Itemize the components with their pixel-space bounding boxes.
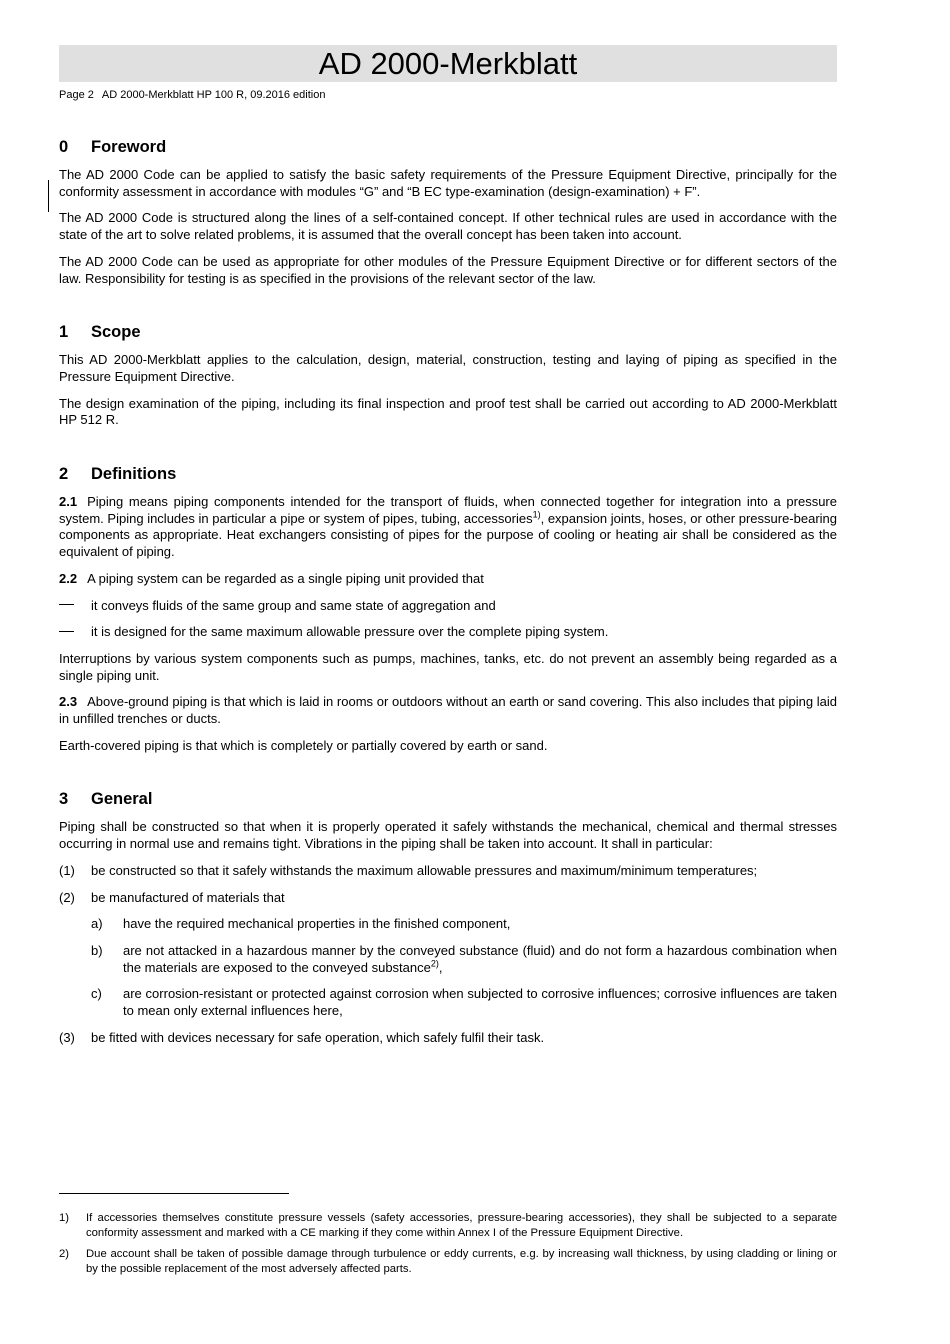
footnotes: [59, 1211, 837, 1283]
section-number: 1: [59, 323, 69, 342]
list-item-text: it conveys fluids of the same group and same state of aggregation and: [91, 597, 496, 613]
list-marker: (2): [59, 889, 75, 905]
footnote-text: Due account shall be taken of possible damage through turbulence or eddy currents, e.g. by increasing wall thickness, by using cladding or lining or by the possible replacement of the most adversely affected parts.: [86, 1248, 837, 1275]
dash-marker: [59, 624, 91, 641]
page-number: Page 2: [59, 89, 94, 101]
list-item-text: be constructed so that it safely withstands the maximum allowable pressures and maximum/minimum temperatures;: [91, 862, 758, 878]
footnote-marker: 2): [59, 1248, 70, 1260]
page-info: [59, 89, 837, 101]
definition-2-2: [59, 571, 837, 588]
list-item-text-part: ,: [438, 959, 443, 975]
footnote-2: [59, 1247, 837, 1277]
foreword-paragraph-1: The AD 2000 Code can be applied to satisfy the basic safety requirements of the Pressure Equipment Directive, principally for the conformity assessment in accordance with modules “G” and “B EC type-examination (design-examination) + F”.: [59, 167, 837, 199]
definition-text: , expansion joints, hoses, or other pressure-bearing components as appropriate. Heat exchangers consisting of pipes for the purpose of cooling or heating air shall be considered as the equivalent of piping.: [59, 510, 837, 560]
footnote-1: [59, 1211, 837, 1241]
sub-list-item: [91, 986, 837, 1019]
definition-2-3: [59, 694, 837, 727]
list-marker: (1): [59, 862, 75, 878]
list-item: [59, 598, 837, 615]
list-item: [59, 863, 837, 880]
document-page: [59, 45, 837, 1057]
section-heading-scope: [59, 323, 837, 342]
subsection-number: 2.2: [59, 570, 78, 586]
scope-paragraph-2: The design examination of the piping, including its final inspection and proof test shall be carried out according to AD 2000-Merkblatt HP 512 R.: [59, 395, 837, 428]
list-item-text: it is designed for the same maximum allowable pressure over the complete piping system.: [91, 624, 609, 640]
list-marker: (3): [59, 1029, 75, 1045]
dash-marker: [59, 598, 91, 615]
document-title: AD 2000-Merkblatt: [59, 45, 837, 82]
foreword-paragraph-3: The AD 2000 Code can be used as appropriate for other modules of the Pressure Equipment Directive or for different sectors of the law. Responsibility for testing is as specified in the provisions of the relevant sector of the law.: [59, 253, 837, 286]
list-marker: c): [91, 986, 102, 1002]
definition-2-1: [59, 494, 837, 561]
list-item-text: be manufactured of materials that: [91, 889, 285, 905]
section-heading-definitions: [59, 465, 837, 484]
list-item: [59, 624, 837, 641]
footnote-ref-2: 2): [430, 958, 439, 969]
section-title: General: [91, 790, 153, 809]
list-item-text: are corrosion-resistant or protected against corrosion when subjected to corrosive influences; corrosive influences are taken to mean only external influences here,: [123, 986, 837, 1019]
section-title: Foreword: [91, 138, 167, 156]
section-heading-foreword: [59, 138, 837, 157]
footnote-text: If accessories themselves constitute pressure vessels (safety accessories, pressure-bearing accessories), they shall be subjected to a separate conformity assessment and marked with a CE marking if they come within Annex I of the Pressure Equipment Directive.: [86, 1212, 837, 1239]
footnote-separator: [59, 1193, 289, 1194]
subsection-number: 2.3: [59, 694, 78, 710]
document-reference: AD 2000-Merkblatt HP 100 R, 09.2016 edition: [101, 89, 326, 101]
list-item-text: be fitted with devices necessary for safe operation, which safely fulfil their task.: [91, 1029, 545, 1045]
subsection-number: 2.1: [59, 494, 78, 510]
list-item-text: have the required mechanical properties in the finished component,: [123, 916, 511, 932]
list-item-text: [123, 943, 837, 976]
definition-text: Above-ground piping is that which is laid in rooms or outdoors without an earth or sand covering. This also includes that piping laid in unfilled trenches or ducts.: [59, 694, 837, 727]
section-number: 3: [59, 790, 69, 809]
definition-2-2-note: Interruptions by various system components such as pumps, machines, tanks, etc. do not prevent an assembly being regarded as a single piping unit.: [59, 650, 837, 683]
footnote-ref-1: 1): [532, 509, 541, 520]
list-marker: a): [91, 916, 103, 932]
definition-text: Piping means piping components intended for the transport of fluids, when connected together for integration into a pressure system. Piping includes in particular a pipe or system of pipes, tubing, accessories: [59, 494, 837, 526]
general-paragraph: Piping shall be constructed so that when it is properly operated it safely withstands the mechanical, chemical and thermal stresses occurring in normal use and remains tight. Vibrations in the piping shall be taken into account. It shall in particular:: [59, 819, 837, 852]
revision-change-bar: [48, 180, 49, 212]
section-number: 0: [59, 138, 69, 156]
list-marker: b): [91, 942, 103, 958]
definition-text: A piping system can be regarded as a single piping unit provided that: [87, 570, 484, 586]
footnote-marker: 1): [59, 1212, 70, 1224]
sub-list-item: [91, 916, 837, 933]
sub-list-item: [91, 943, 837, 976]
section-title: Definitions: [91, 465, 177, 484]
section-title: Scope: [91, 323, 141, 342]
list-item: [59, 1030, 837, 1047]
list-item-text-part: are not attacked in a hazardous manner by the conveyed substance (fluid) and do not form a hazardous combination when the materials are exposed to the conveyed substance: [123, 942, 837, 975]
foreword-paragraph-2: The AD 2000 Code is structured along the lines of a self-contained concept. If other technical rules are used in accordance with the state of the art to solve related problems, it is assumed that the overall concept has been taken into account.: [59, 210, 837, 243]
definition-2-3-note: Earth-covered piping is that which is completely or partially covered by earth or sand.: [59, 737, 548, 753]
scope-paragraph-1: This AD 2000-Merkblatt applies to the calculation, design, material, construction, testing and laying of piping as specified in the Pressure Equipment Directive.: [59, 352, 837, 384]
list-item: [59, 890, 837, 907]
section-number: 2: [59, 465, 69, 484]
section-heading-general: [59, 790, 837, 809]
